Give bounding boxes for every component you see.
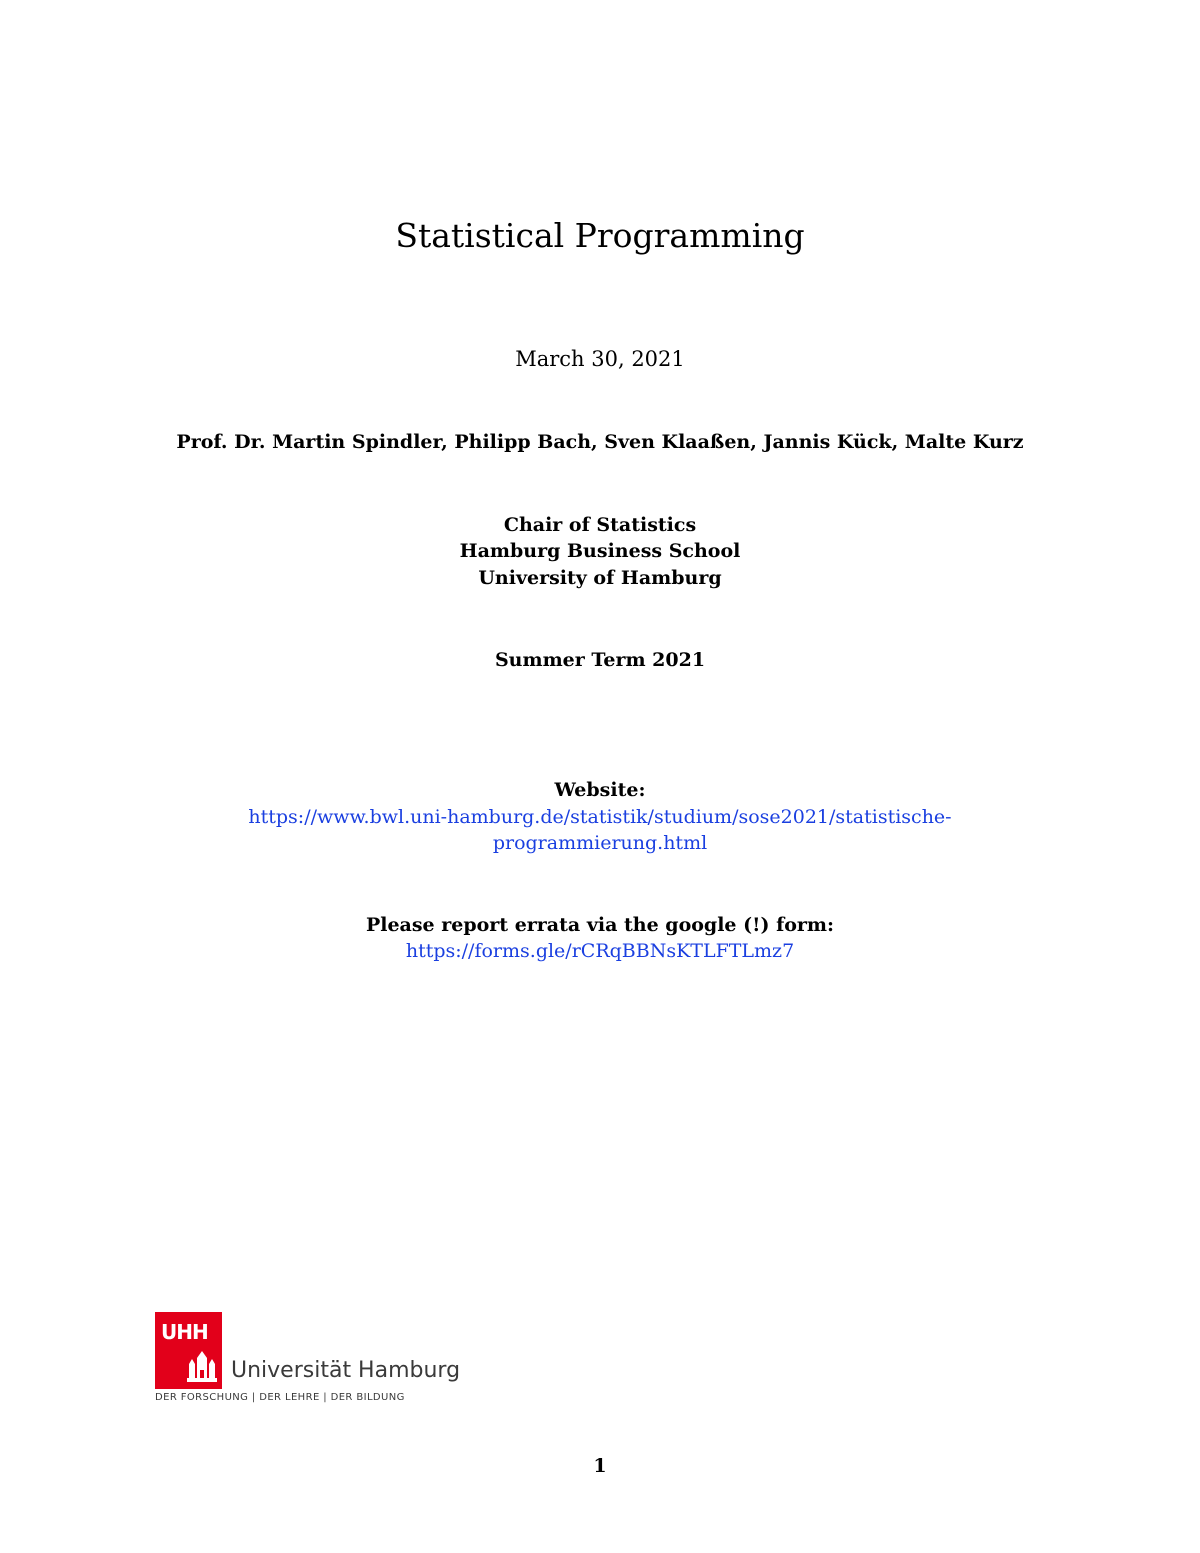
- affiliation-school: Hamburg Business School: [459, 540, 741, 562]
- document-title: Statistical Programming: [395, 216, 805, 255]
- errata-link-line[interactable]: [0, 940, 1200, 962]
- page-number: 1: [593, 1455, 607, 1477]
- logo-short: UHH: [161, 1320, 208, 1344]
- website-label: Website:: [554, 779, 646, 801]
- university-logo: [155, 1312, 461, 1407]
- affiliation-university: University of Hamburg: [478, 567, 722, 589]
- website-link-continued[interactable]: programmierung.html: [492, 832, 708, 854]
- castle-icon: [155, 1350, 222, 1389]
- document-authors: Prof. Dr. Martin Spindler, Philipp Bach, Sven Klaaßen, Jannis Kück, Malte Kurz: [176, 431, 1024, 453]
- logo-university-name: Universität Hamburg: [231, 1358, 461, 1383]
- logo-uhh-mark: [155, 1312, 222, 1350]
- errata-label: Please report errata via the google (!) form:: [365, 914, 835, 936]
- affiliation-chair: Chair of Statistics: [503, 514, 697, 536]
- website-link-line-2[interactable]: [0, 832, 1200, 854]
- errata-link[interactable]: https://forms.gle/rCRqBBNsKTLFTLmz7: [405, 940, 795, 962]
- uhh-letters-icon: [159, 1312, 221, 1350]
- document-term: Summer Term 2021: [494, 649, 706, 671]
- document-date: March 30, 2021: [515, 347, 685, 371]
- website-link[interactable]: https://www.bwl.uni-hamburg.de/statistik/studium/sose2021/statistische-: [248, 806, 952, 828]
- logo-motto: DER FORSCHUNG | DER LEHRE | DER BILDUNG: [155, 1392, 405, 1403]
- website-link-line-1[interactable]: [0, 806, 1200, 828]
